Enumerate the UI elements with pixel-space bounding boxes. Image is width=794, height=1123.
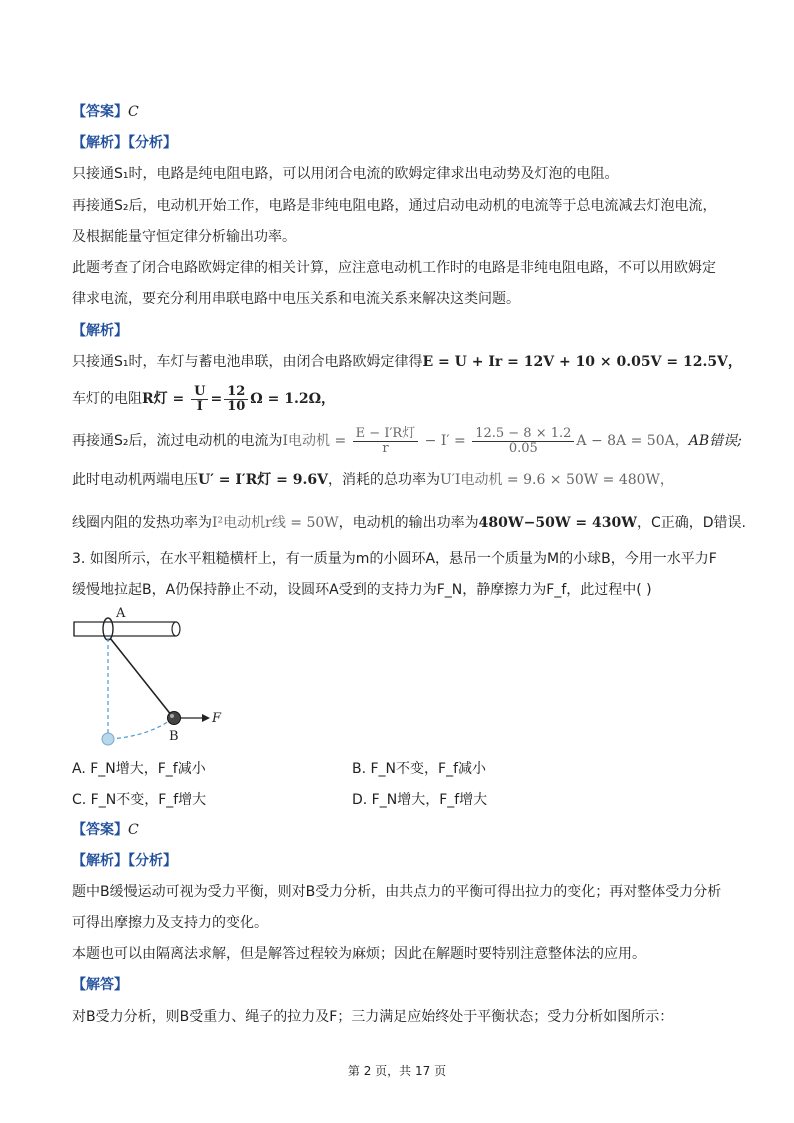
fraction: $\frac{12}{10}$ xyxy=(224,385,248,414)
solution-text: ，消耗的总功率为 xyxy=(327,472,440,488)
equation: U′ = I′R灯 = 9.6V xyxy=(198,472,328,488)
answer-line-2 xyxy=(72,820,139,840)
question-3-line-2: 缓慢地拉起B，A仍保持静止不动，设圆环A受到的支持力为F_N，静摩擦力为F_f，此过程中( ) xyxy=(72,582,652,598)
horizontal-rod xyxy=(74,622,180,636)
equation: 480W−50W = 430W xyxy=(478,515,637,531)
equation-rhs: A − 8A = 50A， xyxy=(576,433,689,449)
solution-text: 车灯的电阻 xyxy=(72,391,142,407)
label-a: A xyxy=(116,606,126,621)
solution-text: 再接通S₂后，流过电动机的电流为 xyxy=(72,433,283,449)
conclusion: ，C正确，D错误. xyxy=(636,515,746,531)
motion-arc xyxy=(110,718,173,739)
analysis-paragraph-3a: 此题考查了闭合电路欧姆定律的相关计算，应注意电动机工作时的电路是非纯电阻电路，不可以用欧姆定 xyxy=(72,260,716,276)
analysis2-paragraph-2: 本题也可以由隔离法求解，但是解答过程较为麻烦；因此在解题时要特别注意整体法的应用。 xyxy=(72,946,646,962)
solution-line-2: 车灯的电阻R灯 = $\frac{U}{I}$ = $\frac{12}{10}$ Ω = 1.2Ω， xyxy=(72,383,336,414)
solution-text: ，电动机的输出功率为 xyxy=(338,515,479,531)
analysis-paragraph-2a: 再接通S₂后，电动机开始工作，电路是非纯电阻电路，通过启动电动机的电流等于总电流减去灯泡电流， xyxy=(72,198,717,214)
analysis2-paragraph-1b: 可得出摩擦力及支持力的变化。 xyxy=(72,915,268,931)
equation-lhs: I电动机 = xyxy=(282,433,351,449)
option-a: A. F_N增大，F_f减小 xyxy=(72,761,206,777)
equation-mid: − I′ = xyxy=(420,433,471,449)
solution-tag: 【解析】 xyxy=(72,323,128,339)
analysis-paragraph-3b: 律求电流，要充分利用串联电路中电压关系和电流关系来解决这类问题。 xyxy=(72,291,520,307)
equation-lhs: R灯 = xyxy=(142,391,190,407)
option-c: C. F_N不变，F_f增大 xyxy=(72,792,207,808)
solve-paragraph: 对B受力分析，则B受重力、绳子的拉力及F；三力满足应始终处于平衡状态；受力分析如图所示： xyxy=(72,1009,674,1025)
question-3-line-1: 3. 如图所示，在水平粗糙横杆上，有一质量为m的小圆环A，悬吊一个质量为M的小球B，今用一水平力F xyxy=(72,551,717,567)
answer-value: C xyxy=(128,822,139,838)
solution-line-5 xyxy=(72,513,746,533)
option-d: D. F_N增大，F_f增大 xyxy=(352,792,488,808)
answer-tag: 【答案】 xyxy=(72,822,128,838)
analysis-paragraph-2b: 及根据能量守恒定律分析输出功率。 xyxy=(72,229,296,245)
ball-b xyxy=(168,712,181,725)
solution-text: 只接通S₁时，车灯与蓄电池串联，由闭合电路欧姆定律得 xyxy=(72,354,423,370)
analysis-tag: 【解析】【分析】 xyxy=(72,135,177,151)
answer-tag: 【答案】 xyxy=(72,104,128,120)
solution-text: 线圈内阻的发热功率为 xyxy=(72,515,212,531)
equation: E = U + Ir = 12V + 10 × 0.05V = 12.5V， xyxy=(422,354,742,370)
string-ab xyxy=(110,638,172,716)
fraction: $\frac{U}{I}$ xyxy=(191,385,208,414)
label-f: F xyxy=(212,711,222,726)
option-b: B. F_N不变，F_f减小 xyxy=(352,761,487,777)
pendulum-diagram xyxy=(70,604,240,754)
analysis-paragraph-1: 只接通S₁时，电路是纯电阻电路，可以用闭合电流的欧姆定律求出电动势及灯泡的电阻。 xyxy=(72,166,619,182)
equation: I²电动机r线 = 50W xyxy=(212,515,339,531)
equation: U′I电动机 = 9.6 × 50W = 480W， xyxy=(439,472,674,488)
page-footer: 第 2 页，共 17 页 xyxy=(347,1064,447,1078)
equation-rhs: Ω = 1.2Ω， xyxy=(250,391,336,407)
solution-line-1 xyxy=(72,352,742,372)
solution-text: 此时电动机两端电压 xyxy=(72,472,198,488)
fraction: $\frac{12.5 - 8 \times 1.2}{0.05}$ xyxy=(472,427,574,456)
answer-line-1 xyxy=(72,102,139,122)
analysis2-paragraph-1a: 题中B缓慢运动可视为受力平衡，则对B受力分析，由共点力的平衡可得出拉力的变化；再对整体受力分析 xyxy=(72,884,722,900)
solution-line-3 xyxy=(72,424,742,458)
answer-value: C xyxy=(128,104,139,120)
fraction: $\frac{\text{E − I′R灯}}{r}$ xyxy=(353,427,419,456)
label-b: B xyxy=(169,729,179,744)
solution-line-4 xyxy=(72,470,674,490)
ball-initial xyxy=(102,733,114,745)
solve-tag: 【解答】 xyxy=(72,977,128,993)
conclusion: AB错误; xyxy=(688,433,742,449)
analysis-tag-2: 【解析】【分析】 xyxy=(72,853,177,869)
